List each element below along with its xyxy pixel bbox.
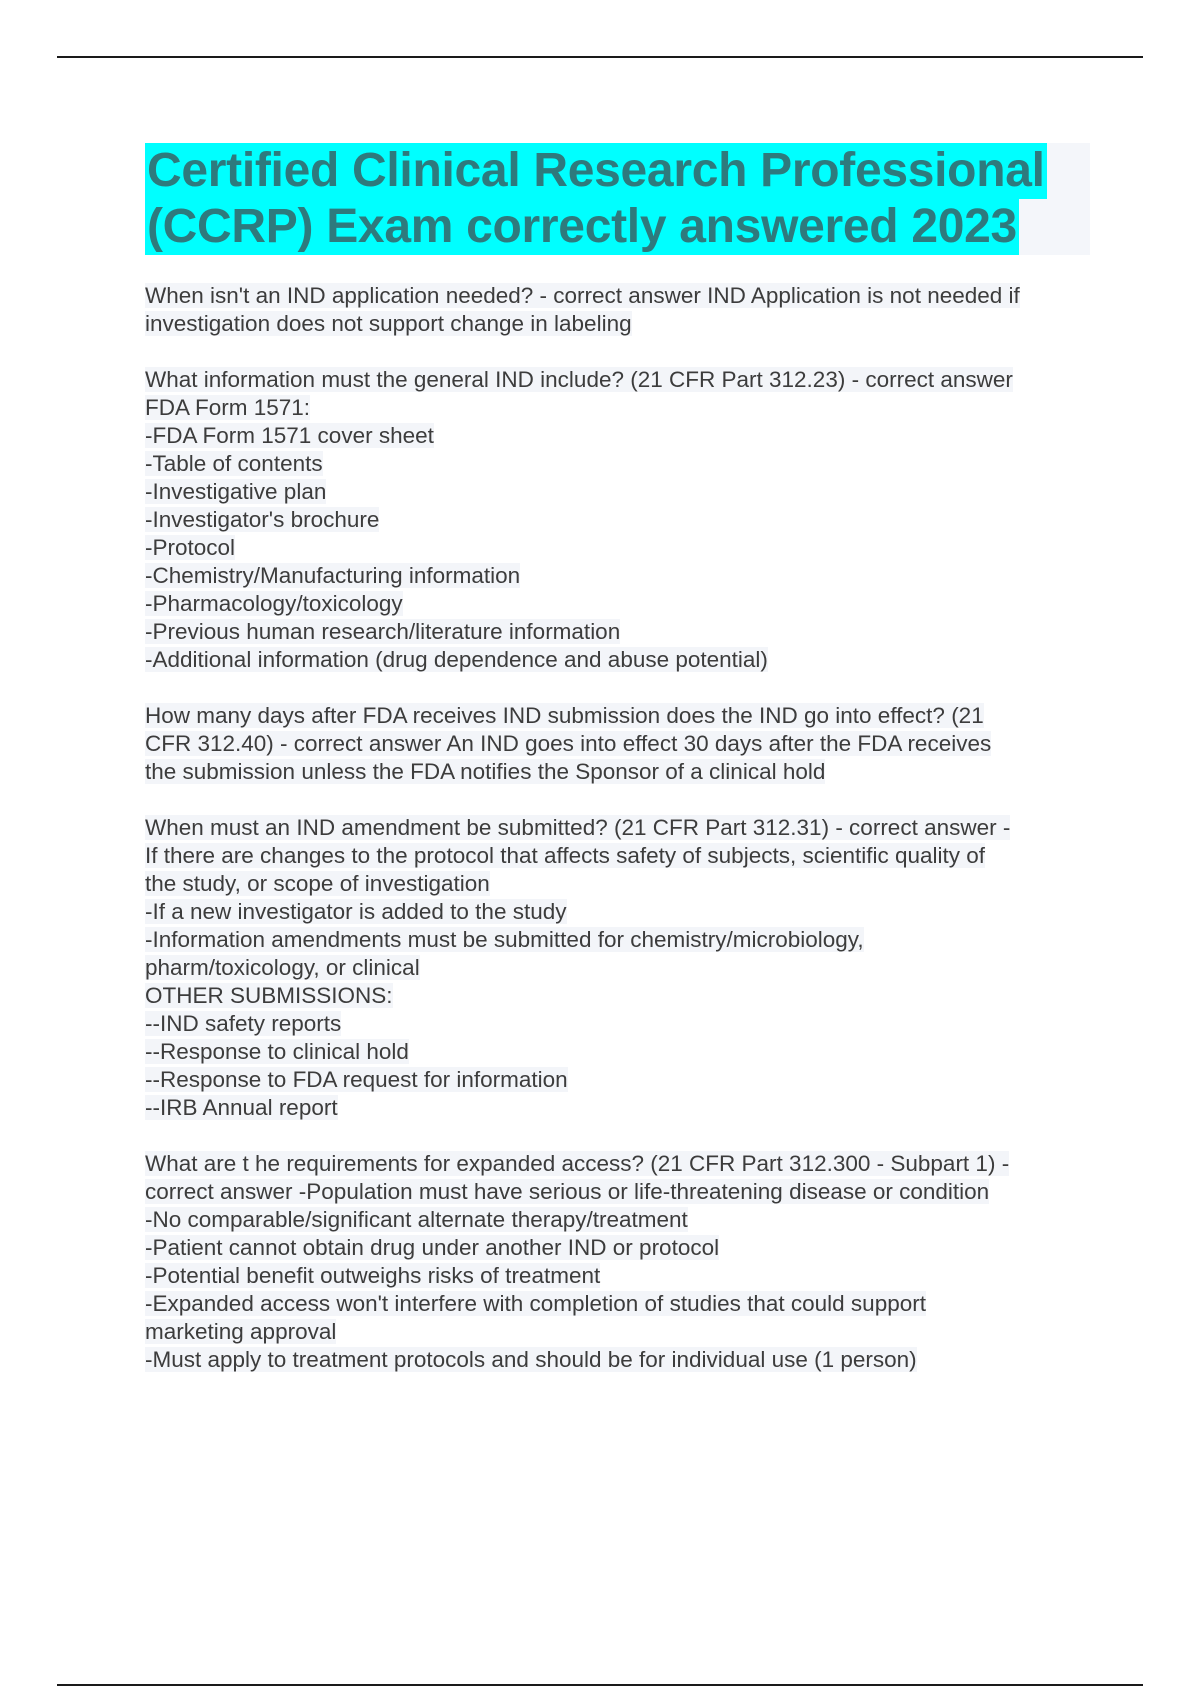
- qa-line: [145, 982, 1095, 1010]
- qa-line-text: When isn't an IND application needed? - correct answer IND Application is not needed if: [145, 283, 1020, 308]
- qa-line-text: the submission unless the FDA notifies the Sponsor of a clinical hold: [145, 759, 826, 784]
- qa-line: [145, 1066, 1095, 1094]
- qa-item: [145, 282, 1095, 338]
- qa-line: [145, 730, 1095, 758]
- qa-line-text: -Previous human research/literature information: [145, 619, 621, 644]
- qa-line: [145, 954, 1095, 982]
- qa-line-text: -Investigator's brochure: [145, 507, 380, 532]
- qa-line-text: investigation does not support change in labeling: [145, 311, 632, 336]
- qa-line: [145, 1234, 1095, 1262]
- qa-line-text: -Patient cannot obtain drug under another IND or protocol: [145, 1235, 720, 1260]
- qa-line-text: -No comparable/significant alternate therapy/treatment: [145, 1207, 688, 1232]
- qa-line-text: -Protocol: [145, 535, 236, 560]
- qa-line-text: -Information amendments must be submitted for chemistry/microbiology,: [145, 927, 864, 952]
- qa-line-text: -Potential benefit outweighs risks of treatment: [145, 1263, 601, 1288]
- qa-line-text: --Response to FDA request for information: [145, 1067, 568, 1092]
- qa-line: [145, 758, 1095, 786]
- qa-item: [145, 1150, 1095, 1374]
- qa-line-text: correct answer -Population must have serious or life-threatening disease or condition: [145, 1179, 990, 1204]
- qa-line: [145, 1206, 1095, 1234]
- qa-line-text: the study, or scope of investigation: [145, 871, 490, 896]
- qa-line: [145, 562, 1095, 590]
- qa-line-text: --IND safety reports: [145, 1011, 342, 1036]
- qa-line-text: marketing approval: [145, 1319, 337, 1344]
- qa-line: [145, 1262, 1095, 1290]
- qa-line-text: -Chemistry/Manufacturing information: [145, 563, 521, 588]
- qa-line: [145, 1094, 1095, 1122]
- qa-line: [145, 646, 1095, 674]
- qa-line-text: -Pharmacology/toxicology: [145, 591, 403, 616]
- qa-line-text: -FDA Form 1571 cover sheet: [145, 423, 434, 448]
- qa-list: [145, 282, 1095, 1402]
- bottom-rule: [57, 1684, 1143, 1686]
- qa-item: [145, 366, 1095, 674]
- qa-line: [145, 422, 1095, 450]
- qa-line-text: --Response to clinical hold: [145, 1039, 409, 1064]
- qa-line-text: -Investigative plan: [145, 479, 327, 504]
- qa-line-text: -Must apply to treatment protocols and should be for individual use (1 person): [145, 1347, 917, 1372]
- document-title: [145, 143, 1090, 255]
- qa-line-text: --IRB Annual report: [145, 1095, 338, 1120]
- title-line-1: Certified Clinical Research Professional: [147, 144, 1045, 197]
- qa-line: [145, 1038, 1095, 1066]
- qa-line: [145, 814, 1095, 842]
- qa-line: [145, 702, 1095, 730]
- qa-line: [145, 394, 1095, 422]
- qa-line-text: How many days after FDA receives IND submission does the IND go into effect? (21: [145, 703, 984, 728]
- qa-item: [145, 702, 1095, 786]
- qa-line-text: -Additional information (drug dependence and abuse potential): [145, 647, 768, 672]
- qa-line: [145, 1150, 1095, 1178]
- qa-line-text: What are t he requirements for expanded access? (21 CFR Part 312.300 - Subpart 1) -: [145, 1151, 1010, 1176]
- qa-line: [145, 1010, 1095, 1038]
- qa-line: [145, 1290, 1095, 1318]
- qa-line: [145, 590, 1095, 618]
- qa-line: [145, 310, 1095, 338]
- qa-line: [145, 618, 1095, 646]
- top-rule: [57, 56, 1143, 58]
- qa-line-text: FDA Form 1571:: [145, 395, 311, 420]
- qa-item: [145, 814, 1095, 1122]
- qa-line-text: -If a new investigator is added to the study: [145, 899, 567, 924]
- qa-line-text: CFR 312.40) - correct answer An IND goes into effect 30 days after the FDA receives: [145, 731, 992, 756]
- qa-line-text: -Expanded access won't interfere with completion of studies that could support: [145, 1291, 926, 1316]
- qa-line-text: -Table of contents: [145, 451, 323, 476]
- qa-line: [145, 842, 1095, 870]
- qa-line-text: What information must the general IND include? (21 CFR Part 312.23) - correct answer: [145, 367, 1013, 392]
- qa-line: [145, 870, 1095, 898]
- qa-line: [145, 1318, 1095, 1346]
- qa-line: [145, 506, 1095, 534]
- qa-line-text: When must an IND amendment be submitted? (21 CFR Part 312.31) - correct answer -: [145, 815, 1011, 840]
- qa-line: [145, 898, 1095, 926]
- qa-line: [145, 1178, 1095, 1206]
- qa-line: [145, 366, 1095, 394]
- qa-line-text: If there are changes to the protocol that affects safety of subjects, scientific quality of: [145, 843, 986, 868]
- qa-line: [145, 926, 1095, 954]
- qa-line-text: pharm/toxicology, or clinical: [145, 955, 420, 980]
- qa-line: [145, 282, 1095, 310]
- qa-line: [145, 450, 1095, 478]
- qa-line: [145, 1346, 1095, 1374]
- qa-line: [145, 478, 1095, 506]
- title-line-2: (CCRP) Exam correctly answered 2023: [147, 200, 1017, 253]
- qa-line: [145, 534, 1095, 562]
- qa-line-text: OTHER SUBMISSIONS:: [145, 983, 393, 1008]
